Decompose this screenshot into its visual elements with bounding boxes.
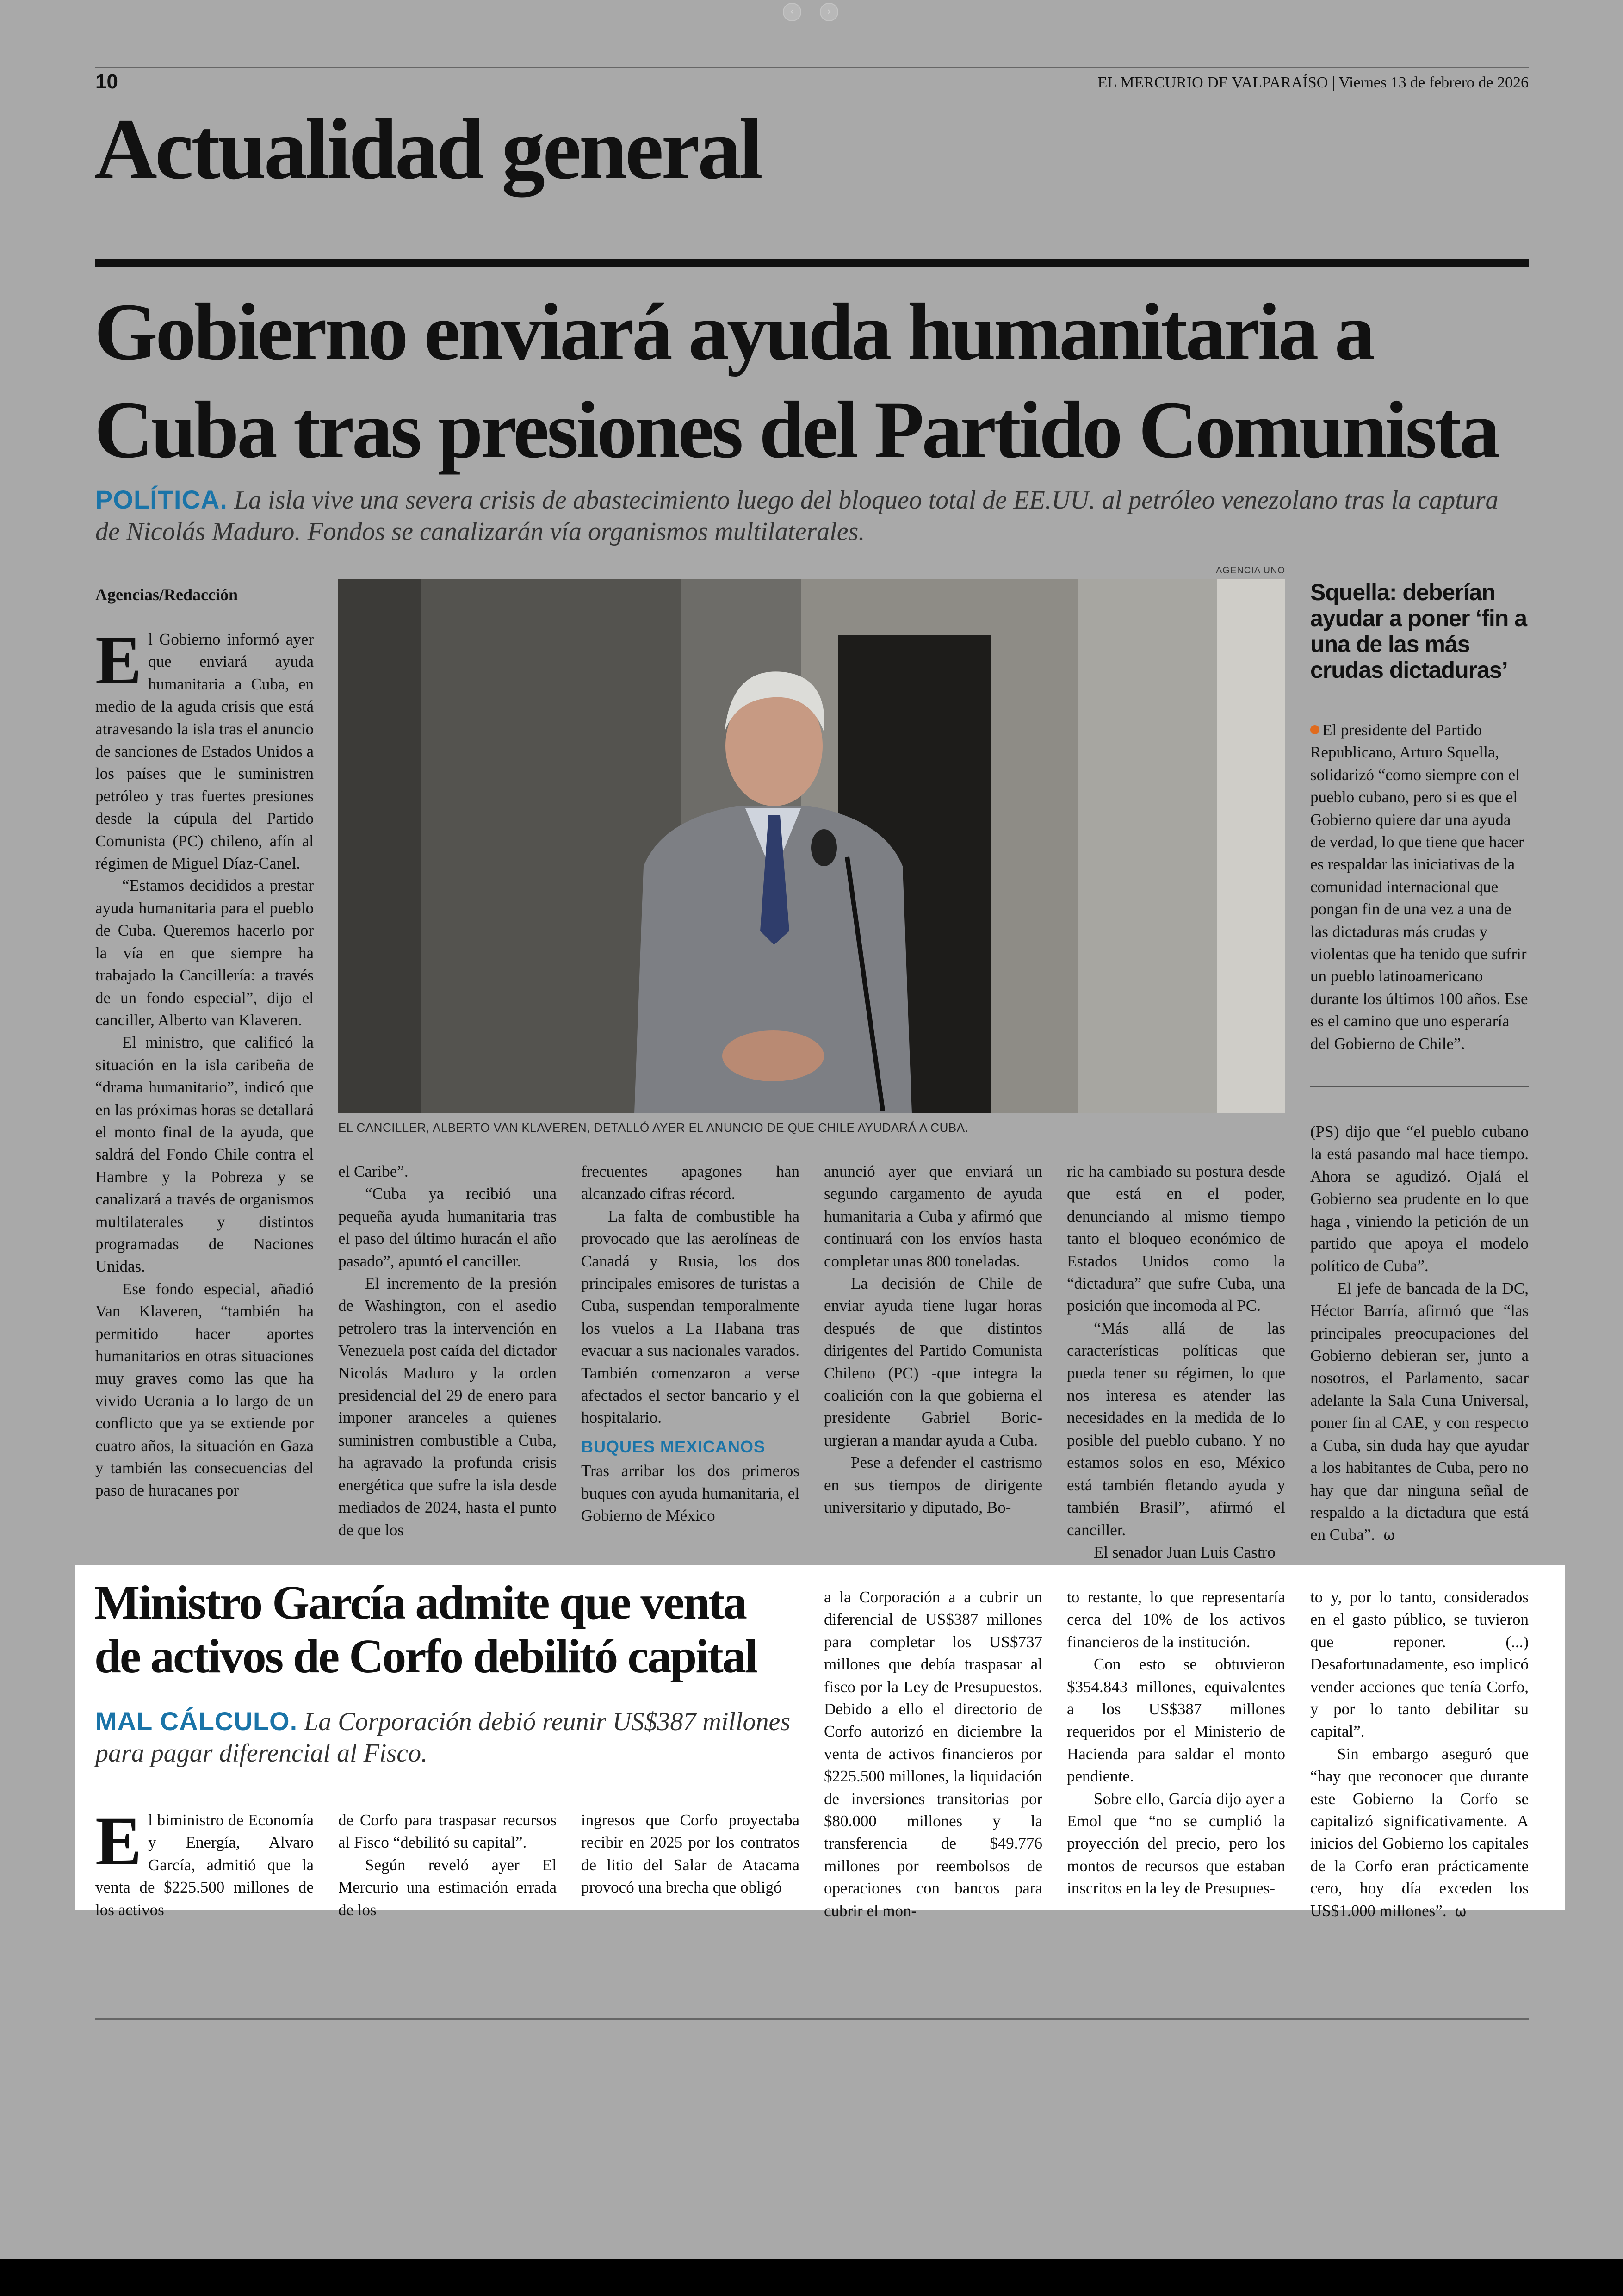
sidebar-rule xyxy=(1310,1086,1529,1087)
second-column-5 xyxy=(1067,1586,1285,1900)
photo-credit: AGENCIA UNO xyxy=(1216,565,1285,576)
main-col4-p1: anunció ayer que enviará un segundo cargamento de ayuda humanitaria a Cuba y afirmó que continuará con los envíos hasta completar unas 800 toneladas. xyxy=(824,1162,1042,1270)
end-mark-icon: ω xyxy=(1383,1527,1395,1544)
main-col2-p2: “Cuba ya recibió una pequeña ayuda humanitaria tras el paso del último huracán el año pasado”, apuntó el canciller. xyxy=(338,1185,557,1270)
second-column-6 xyxy=(1310,1586,1529,1923)
main-subhead: BUQUES MEXICANOS xyxy=(581,1437,766,1456)
masthead-line xyxy=(1097,74,1529,92)
main-col1-p4: Ese fondo especial, añadió Van Klaveren, “también ha permitido hacer aportes humanitarios en otras situaciones muy graves como las que ha vivido Ucrania a lo largo de un conflicto que ya se extiende por cuatro años, la situación en Gaza y también las consecuencias del paso de huracanes por xyxy=(95,1279,314,1500)
second-deck-text: La Corporación debió reunir US$387 millones para pagar diferencial al Fisco. xyxy=(95,1707,791,1768)
main-col5-p3: El senador Juan Luis Castro xyxy=(1094,1543,1276,1561)
second-col5-p3: Sobre ello, García dijo ayer a Emol que “no se cumplió la proyección del precio, pero los montos de recursos que estaban inscritos en la ley de Presupues- xyxy=(1067,1789,1285,1898)
main-column-2 xyxy=(338,1160,557,1541)
main-col1-p3: El ministro, que calificó la situación en la isla caribeña de “drama humanitario”, indicó que en las próximas horas se detallará el monto final de la ayuda, que saldrá del Fondo Chile contra el Hambre y la Pobreza y se canalizará a través de organismos multilaterales y distintos programadas de Naciones Unidas. xyxy=(95,1033,314,1276)
main-photo xyxy=(338,579,1285,1113)
main-headline xyxy=(94,283,1538,479)
main-col6-p2-text: El jefe de bancada de la DC, Héctor Barría, afirmó que “las principales preocupaciones del Gobierno debieran ser, junto a nosotros, el Parlamento, sacar adelante la Sala Cuna Universal, poner fin al CAE, y con respecto a Cuba, sin duda hay que ayudar a los habitantes de Cuba, pero no hay que dar ninguna señal de respaldo a la dictadura que está en Cuba”. xyxy=(1310,1279,1529,1544)
publication-date: Viernes 13 de febrero de 2026 xyxy=(1338,74,1529,91)
second-col3-text: ingresos que Corfo proyectaba recibir en 2025 por los contratos de litio del Salar de Atacama provocó una brecha que obligó xyxy=(581,1811,799,1897)
main-col4-p2: La decisión de Chile de enviar ayuda tiene lugar horas después de que distintos dirigentes del Partido Comunista Chileno (PC) -que integra la coalición con la que gobierna el presidente Gabriel Boric- urgieran a mandar ayuda a Cuba. xyxy=(824,1274,1042,1449)
main-column-4 xyxy=(824,1160,1042,1519)
main-headline-line1: Gobierno enviará ayuda humanitaria a xyxy=(94,287,1373,377)
section-rule xyxy=(95,259,1529,267)
second-col6-p2-text: Sin embargo aseguró que “hay que reconocer que durante este Gobierno la Corfo se capitalizó significativamente. A inicios del Gobierno los capitales de la Corfo eran prácticamente cero, hoy día exceden los US$1.000 millones”. xyxy=(1310,1744,1529,1920)
next-page-icon[interactable]: › xyxy=(820,3,838,21)
main-kicker: POLÍTICA. xyxy=(95,485,228,514)
photo-caption: EL CANCILLER, ALBERTO VAN KLAVEREN, DETALLÓ AYER EL ANUNCIO DE QUE CHILE AYUDARÁ A CUBA. xyxy=(338,1121,969,1135)
second-headline xyxy=(94,1576,816,1683)
main-col4-p3: Pese a defender el castrismo en sus tiempos de dirigente universitario y diputado, Bo- xyxy=(824,1453,1042,1517)
main-deck-text: La isla vive una severa crisis de abastecimiento luego del bloqueo total de EE.UU. al petróleo venezolano tras la captura de Nicolás Maduro. Fondos se canalizarán vía organismos multilaterales. xyxy=(95,486,1499,546)
second-dropcap: E xyxy=(95,1803,142,1880)
page-number: 10 xyxy=(95,70,118,93)
viewer-bottom-bar xyxy=(0,2259,1623,2296)
main-headline-line2: Cuba tras presiones del Partido Comunista xyxy=(94,385,1498,475)
second-col1-text: l biministro de Economía y Energía, Alvaro García, admitió que la venta de $225.500 millones de los activos xyxy=(95,1811,314,1919)
publication-name: EL MERCURIO DE VALPARAÍSO xyxy=(1097,74,1328,91)
main-col1-p1: l Gobierno informó ayer que enviará ayuda humanitaria a Cuba, en medio de la aguda crisis que está atravesando la isla tras el anuncio de sanciones de Estados Unidos a los países que le suministren petróleo y tras fuertes presiones desde la cúpula del Partido Comunista (PC) chileno, afín al régimen de Miguel Díaz-Canel. xyxy=(95,630,314,873)
main-column-5 xyxy=(1067,1160,1285,1564)
main-column-6 xyxy=(1310,1121,1529,1547)
main-dropcap: E xyxy=(95,622,142,699)
byline: Agencias/Redacción xyxy=(95,585,238,604)
second-headline-line2: de activos de Corfo debilitó capital xyxy=(94,1630,757,1683)
second-col6-p1: to y, por lo tanto, considerados en el gasto público, se tuvieron que reponer. (...) Desafortunadamente, eso implicó vender acciones que tenía Corfo, y por lo tanto debilitar su capital”. xyxy=(1310,1588,1529,1741)
main-col3-p3: Tras arribar los dos primeros buques con ayuda humanitaria, el Gobierno de México xyxy=(581,1462,799,1525)
second-deck xyxy=(95,1706,808,1769)
second-headline-line1: Ministro García admite que venta xyxy=(94,1576,746,1629)
main-column-1 xyxy=(95,622,314,1502)
second-col5-p1: to restante, lo que representaría cerca del 10% de los activos financieros de la institución. xyxy=(1067,1588,1285,1651)
second-col6-p2 xyxy=(1310,1743,1529,1923)
bottom-rule xyxy=(95,2018,1529,2020)
sidebar-body xyxy=(1310,719,1529,1055)
photo-mic xyxy=(811,829,837,866)
sidebar-bullet-icon xyxy=(1310,725,1319,734)
sidebar-headline: Squella: deberían ayudar a poner ‘fin a una de las más crudas dictaduras’ xyxy=(1310,579,1527,683)
second-kicker: MAL CÁLCULO. xyxy=(95,1706,298,1736)
photo-hands xyxy=(722,1030,824,1081)
second-col2-p2: Según reveló ayer El Mercurio una estimación errada de los xyxy=(338,1855,557,1919)
main-col2-p3: El incremento de la presión de Washington, con el asedio petrolero tras la intervención en Venezuela post caída del dictador Nicolás Maduro y la orden presidencial del 29 de enero para imponer aranceles a quienes suministren combustible a Cuba, ha agravado la profunda crisis energética que sufre la isla desde mediados de 2024, hasta el punto de que los xyxy=(338,1274,557,1539)
main-col2-p1: el Caribe”. xyxy=(338,1162,409,1180)
main-col6-p2 xyxy=(1310,1278,1529,1547)
second-column-3 xyxy=(581,1809,799,1899)
second-col5-p2: Con esto se obtuvieron $354.843 millones, equivalentes a los US$387 millones requeridos por el Ministerio de Hacienda para saldar el monto pendiente. xyxy=(1067,1655,1285,1786)
main-col3-p1: frecuentes apagones han alcanzado cifras récord. xyxy=(581,1162,799,1203)
main-col1-p2: “Estamos decididos a prestar ayuda humanitaria para el pueblo de Cuba. Queremos hacerlo por la vía en que siempre ha trabajado la Cancillería: a través de un fondo especial”, dijo el canciller, Alberto van Klaveren. xyxy=(95,876,314,1029)
section-title: Actualidad general xyxy=(94,100,761,197)
top-rule xyxy=(95,67,1529,68)
sidebar-text: El presidente del Partido Republicano, Arturo Squella, solidarizó “como siempre con el pueblo cubano, pero si es que el Gobierno quiere dar una ayuda de verdad, lo que tiene que hacer es respaldar las iniciativas de la comunidad internacional que pongan fin de una vez a una de las dictaduras más crudas y violentas que ha tenido que sufrir un pueblo latinoamericano durante los últimos 100 años. Ese es el camino que uno esperaría del Gobierno de Chile”. xyxy=(1310,721,1528,1053)
second-end-mark-icon: ω xyxy=(1455,1903,1467,1920)
second-col4-text: a la Corporación a a cubrir un diferencial de US$387 millones para completar los US$737 millones que debía traspasar al fisco por la Ley de Presupuestos. Debido a ello el directorio de Corfo autorizó en diciembre la venta de activos financieros por $225.500 millones, la liquidación de inversiones transitorias por $80.000 millones y la transferencia de $49.776 millones por reembolsos de operaciones con bancos para cubrir el mon- xyxy=(824,1588,1042,1920)
photo-left-shadow xyxy=(338,579,421,1113)
main-col3-p2: La falta de combustible ha provocado que las aerolíneas de Canadá y Rusia, los dos principales emisores de turistas a Cuba, suspendan temporalmente los vuelos a La Habana tras evacuar a sus nacionales varados. También comenzaron a verse afectados el sector bancario y el hospitalario. xyxy=(581,1207,799,1427)
main-col5-p2: “Más allá de las características políticas que pueda tener su régimen, lo que nos interesa es atender las necesidades en la medida de lo posible del pueblo cubano. Y no estamos solos en eso, México está también fletando ayuda y también Brasil”, afirmó el canciller. xyxy=(1067,1319,1285,1539)
photo-light xyxy=(1217,579,1285,1113)
main-deck xyxy=(95,484,1529,547)
second-column-4 xyxy=(824,1586,1042,1922)
masthead-separator: | xyxy=(1332,74,1339,91)
second-column-1 xyxy=(95,1803,314,1921)
main-col5-p1: ric ha cambiado su postura desde que está en el poder, denunciando al mismo tiempo tanto el bloqueo económico de Estados Unidos como la “dictadura” que sufre Cuba, una posición que incomoda al PC. xyxy=(1067,1162,1285,1315)
prev-page-icon[interactable]: ‹ xyxy=(783,3,801,21)
second-column-2 xyxy=(338,1809,557,1921)
main-column-3 xyxy=(581,1160,799,1527)
second-col2-p1: de Corfo para traspasar recursos al Fisco “debilitó su capital”. xyxy=(338,1811,557,1852)
main-col6-p1: (PS) dijo que “el pueblo cubano la está pasando mal hace tiempo. Ahora se agudizó. Ojalá el Gobierno sea prudente en lo que haga , viniendo la petición de un partido que apoya el modelo político de Cuba”. xyxy=(1310,1123,1529,1275)
